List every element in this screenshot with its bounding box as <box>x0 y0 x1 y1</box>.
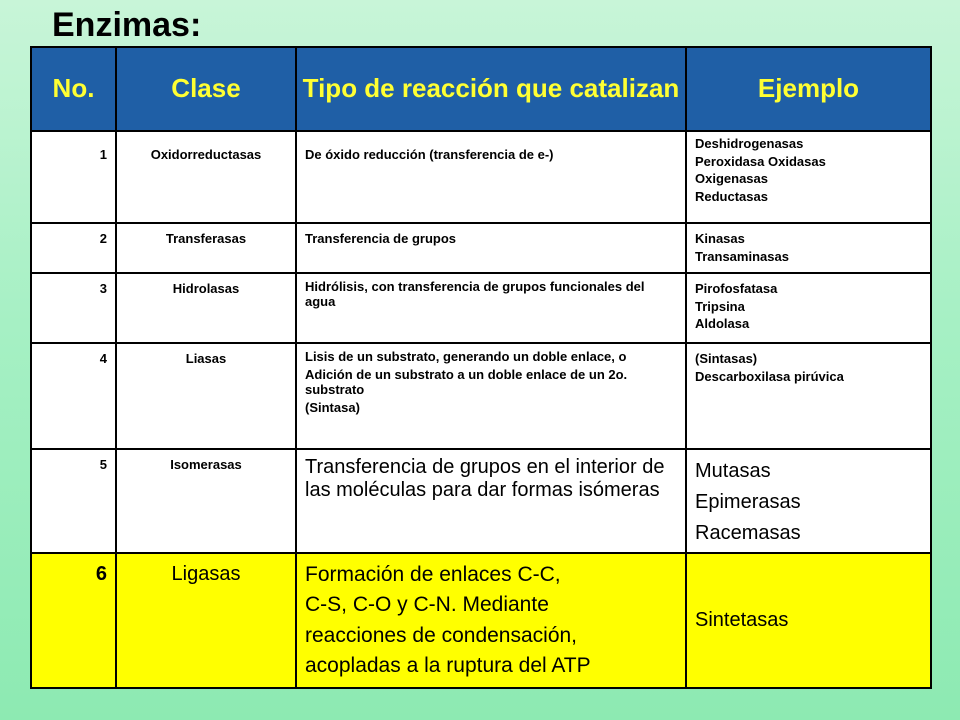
ejemplo-line: Sintetasas <box>695 609 789 631</box>
ejemplo-line: Peroxidasa Oxidasas <box>695 153 826 169</box>
tipo-line: C-S, C-O y C-N. Mediante <box>305 593 549 617</box>
row-clase: Isomerasas <box>116 449 296 553</box>
tipo-line: Transferencia de grupos <box>305 231 456 246</box>
row-tipo <box>296 553 686 688</box>
row-tipo <box>296 449 686 553</box>
tipo-line: (Sintasa) <box>305 399 360 415</box>
table-header-row <box>31 47 931 131</box>
ejemplo-line: Deshidrogenasas <box>695 136 804 151</box>
row-clase: Hidrolasas <box>116 273 296 343</box>
row-no: 2 <box>31 223 116 273</box>
header-tipo: Tipo de reacción que catalizan <box>296 47 686 131</box>
row-ejemplo <box>686 273 931 343</box>
row-ejemplo <box>686 449 931 553</box>
row-ejemplo <box>686 223 931 273</box>
row-tipo <box>296 223 686 273</box>
table-row-highlighted <box>31 553 931 688</box>
page-title: Enzimas: <box>52 6 202 44</box>
tipo-line: reacciones de condensación, <box>305 623 578 647</box>
row-no: 5 <box>31 449 116 553</box>
ejemplo-line: Transaminasas <box>695 248 789 264</box>
header-ejemplo: Ejemplo <box>686 47 931 131</box>
row-ejemplo <box>686 131 931 223</box>
ejemplo-line: Descarboxilasa pirúvica <box>695 368 844 384</box>
row-tipo <box>296 343 686 449</box>
tipo-line: Formación de enlaces C-C, <box>305 563 561 586</box>
row-clase: Transferasas <box>116 223 296 273</box>
row-no: 3 <box>31 273 116 343</box>
tipo-line: Hidrólisis, con transferencia de grupos funcionales del agua <box>305 279 645 309</box>
header-no: No. <box>31 47 116 131</box>
table-row <box>31 449 931 553</box>
ejemplo-line: Mutasas <box>695 460 771 482</box>
table-row <box>31 343 931 449</box>
row-tipo <box>296 131 686 223</box>
enzyme-table <box>30 46 932 689</box>
row-tipo <box>296 273 686 343</box>
tipo-line: acopladas a la ruptura del ATP <box>305 654 591 678</box>
table-row <box>31 223 931 273</box>
ejemplo-line: Racemasas <box>695 522 801 544</box>
table-row <box>31 273 931 343</box>
ejemplo-line: (Sintasas) <box>695 351 758 366</box>
ejemplo-line: Oxigenasas <box>695 171 768 187</box>
row-clase: Liasas <box>116 343 296 449</box>
row-clase: Oxidorreductasas <box>116 131 296 223</box>
row-ejemplo <box>686 343 931 449</box>
ejemplo-line: Tripsina <box>695 298 745 314</box>
ejemplo-line: Pirofosfatasa <box>695 281 778 296</box>
tipo-line: De óxido reducción (transferencia de e-) <box>305 147 554 162</box>
tipo-line: Transferencia de grupos en el interior de las moléculas para dar formas isómeras <box>305 456 665 501</box>
table-row <box>31 131 931 223</box>
ejemplo-line: Kinasas <box>695 231 745 246</box>
ejemplo-line: Reductasas <box>695 188 768 204</box>
row-clase: Ligasas <box>116 553 296 688</box>
row-ejemplo <box>686 553 931 688</box>
ejemplo-line: Aldolasa <box>695 316 750 332</box>
ejemplo-line: Epimerasas <box>695 491 801 513</box>
tipo-line: Lisis de un substrato, generando un doble enlace, o <box>305 349 627 364</box>
header-clase: Clase <box>116 47 296 131</box>
row-no: 1 <box>31 131 116 223</box>
row-no: 6 <box>31 553 116 688</box>
tipo-line: Adición de un substrato a un doble enlace de un 2o. substrato <box>305 366 628 397</box>
row-no: 4 <box>31 343 116 449</box>
